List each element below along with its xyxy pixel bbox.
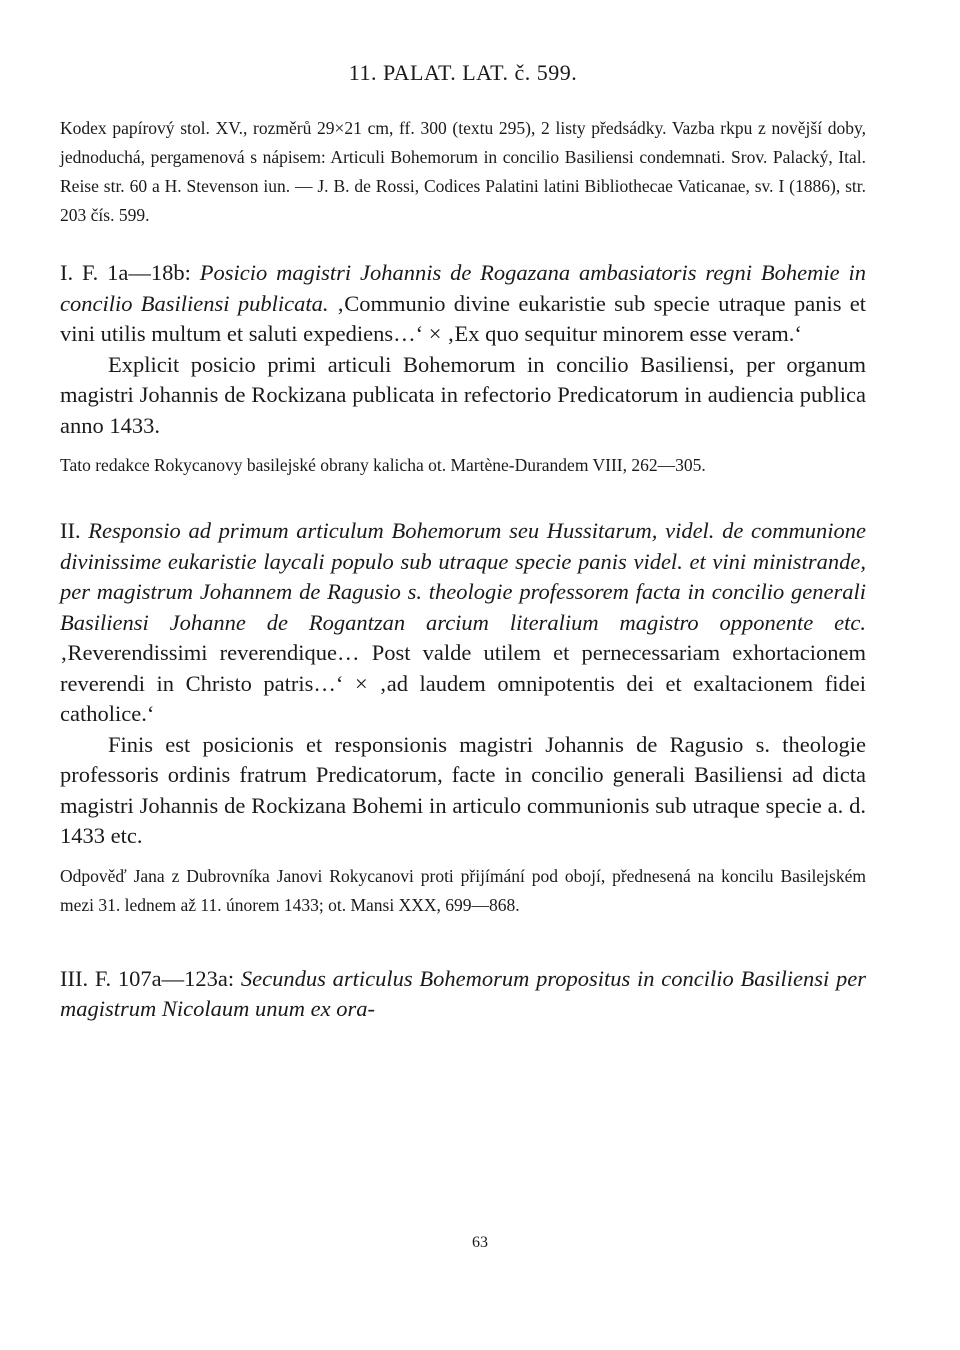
entry-3-paragraph (60, 964, 866, 1025)
entry-2-ref: II. (60, 518, 89, 543)
entry-3-title: Secundus articulus Bohemorum propositus in concilio Basiliensi per magistrum Nicolaum unum ex ora- (60, 965, 866, 1021)
entry-1-paragraph (60, 258, 866, 350)
entry-2-paragraph (60, 516, 866, 730)
entry-2-incipit: ‚Reverendissimi reverendique… Post valde utilem et pernecessariam exhortacionem reverendi in Christo patris…‘ × ‚ad laudem omnipotentis dei et exaltacionem fidei catholice.‘ (60, 640, 866, 726)
entry-2-title: Responsio ad primum articulum Bohemorum seu Hussitarum, videl. de communione divinissime eukaristie laycali populo sub utraque specie panis videl. et vini ministrande, per magistrum Johannem de Ragusio s. theologie professorem facta in concilio generali Basiliensi Johanne de Rogantzan arcium literalium magistro opponente etc. (60, 518, 866, 635)
entry-1-title: Posicio magistri Johannis de Rogazana ambasiatoris regni Bohemie in concilio Basiliensi publicata. (60, 260, 866, 316)
entry-2-note: Odpověď Jana z Dubrovníka Janovi Rokycanovi proti přijímání pod obojí, přednesená na koncilu Basilejském mezi 31. lednem až 11. únorem 1433; ot. Mansi XXX, 699—868. (60, 865, 866, 915)
entry-2-explicit: Finis est posicionis et responsionis magistri Johannis de Ragusio s. theologie professoris ordinis fratrum Predicatorum, facte in concilio generali Basiliensi ad dicta magistri Johannis de Rockizana Bohemi in articulo communionis sub utraque specie a. d. 1433 etc. (60, 731, 866, 848)
entry-1-note: Tato redakce Rokycanovy basilejské obrany kalicha ot. Martène-Durandem VIII, 262—305. (60, 455, 706, 475)
entry-3-ref: III. F. 107a—123a: (60, 965, 241, 991)
codex-description: Kodex papírový stol. XV., rozměrů 29×21 cm, ff. 300 (textu 295), 2 listy předsádky. Vazba rkpu z novější doby, jednoduchá, pergamenová s nápisem: Articuli Bohemorum in concilio Basiliensi condemnati. Srov. Palacký, Ital. Reise str. 60 a H. Stevenson iun. — J. B. de Rossi, Codices Palatini latini Bibliothecae Vaticanae, sv. I (1886), str. 203 čís. 599. (60, 118, 866, 225)
entry-1-incipit: ‚Communio divine eukaristie sub specie utraque panis et vini utilis multum et saluti expediens…‘ × ‚Ex quo sequitur minorem esse veram.‘ (60, 290, 866, 346)
manuscript-heading: 11. PALAT. LAT. č. 599. (348, 60, 578, 85)
entry-1-ref: I. F. 1a—18b: (60, 260, 200, 285)
entry-1-explicit: Explicit posicio primi articuli Bohemorum in concilio Basiliensi, per organum magistri Johannis de Rockizana publicata in refectorio Predicatorum in audiencia publica anno 1433. (60, 351, 866, 438)
page-number: 63 (472, 1234, 488, 1251)
